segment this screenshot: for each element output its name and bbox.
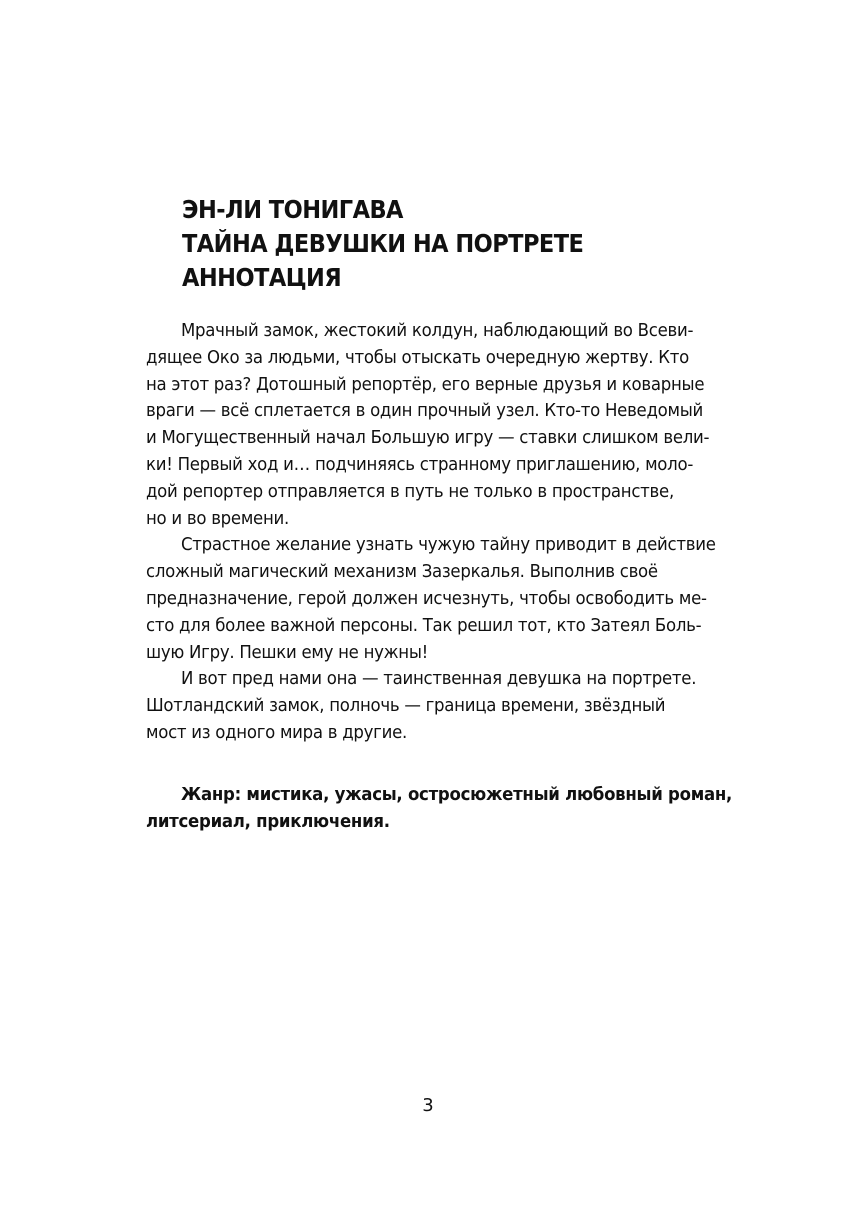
text-line: Шотландский замок, полночь — граница времени, звёздный <box>146 695 666 717</box>
text-line: шую Игру. Пешки ему не нужны! <box>146 641 429 663</box>
page-heading <box>182 193 782 295</box>
text-line: дящее Око за людьми, чтобы отыскать очередную жертву. Кто <box>146 346 689 368</box>
text-line: Мрачный замок, жестокий колдун, наблюдающий во Всеви- <box>180 320 694 341</box>
book-title: ТАЙНА ДЕВУШКИ НА ПОРТРЕТЕ <box>182 229 584 258</box>
text-line: сто для более важной персоны. Так решил тот, кто Затеял Боль- <box>146 614 702 636</box>
text-line: на этот раз? Дотошный репортёр, его верные друзья и коварные <box>146 373 705 395</box>
genre-line: Жанр: мистика, ужасы, остросюжетный любовный роман, <box>180 784 733 805</box>
page-number: 3 <box>422 1095 434 1116</box>
section-title: АННОТАЦИЯ <box>182 263 342 292</box>
text-line: мост из одного мира в другие. <box>146 721 407 743</box>
text-line: предназначение, герой должен исчезнуть, чтобы освободить ме- <box>146 587 707 609</box>
annotation-paragraph <box>146 318 744 532</box>
text-line: враги — всё сплетается в один прочный узел. Кто-то Неведомый <box>146 400 704 422</box>
genre-line: литсериал, приключения. <box>146 810 390 832</box>
genre-note <box>146 782 744 836</box>
author-name: ЭН-ЛИ ТОНИГАВА <box>182 195 403 224</box>
text-line: ки! Первый ход и… подчиняясь странному приглашению, моло- <box>146 453 694 475</box>
text-line: дой репортер отправляется в путь не только в пространстве, <box>146 480 674 502</box>
annotation-text <box>146 318 744 747</box>
text-line: И вот пред нами она — таинственная девушка на портрете. <box>180 668 697 690</box>
text-line: но и во времени. <box>146 507 289 529</box>
annotation-paragraph <box>146 532 744 666</box>
annotation-paragraph <box>146 666 744 746</box>
text-line: и Могущественный начал Большую игру — ставки слишком вели- <box>146 427 710 449</box>
text-line: Страстное желание узнать чужую тайну приводит в действие <box>180 534 716 556</box>
text-line: сложный магический механизм Зазеркалья. Выполнив своё <box>146 561 658 583</box>
